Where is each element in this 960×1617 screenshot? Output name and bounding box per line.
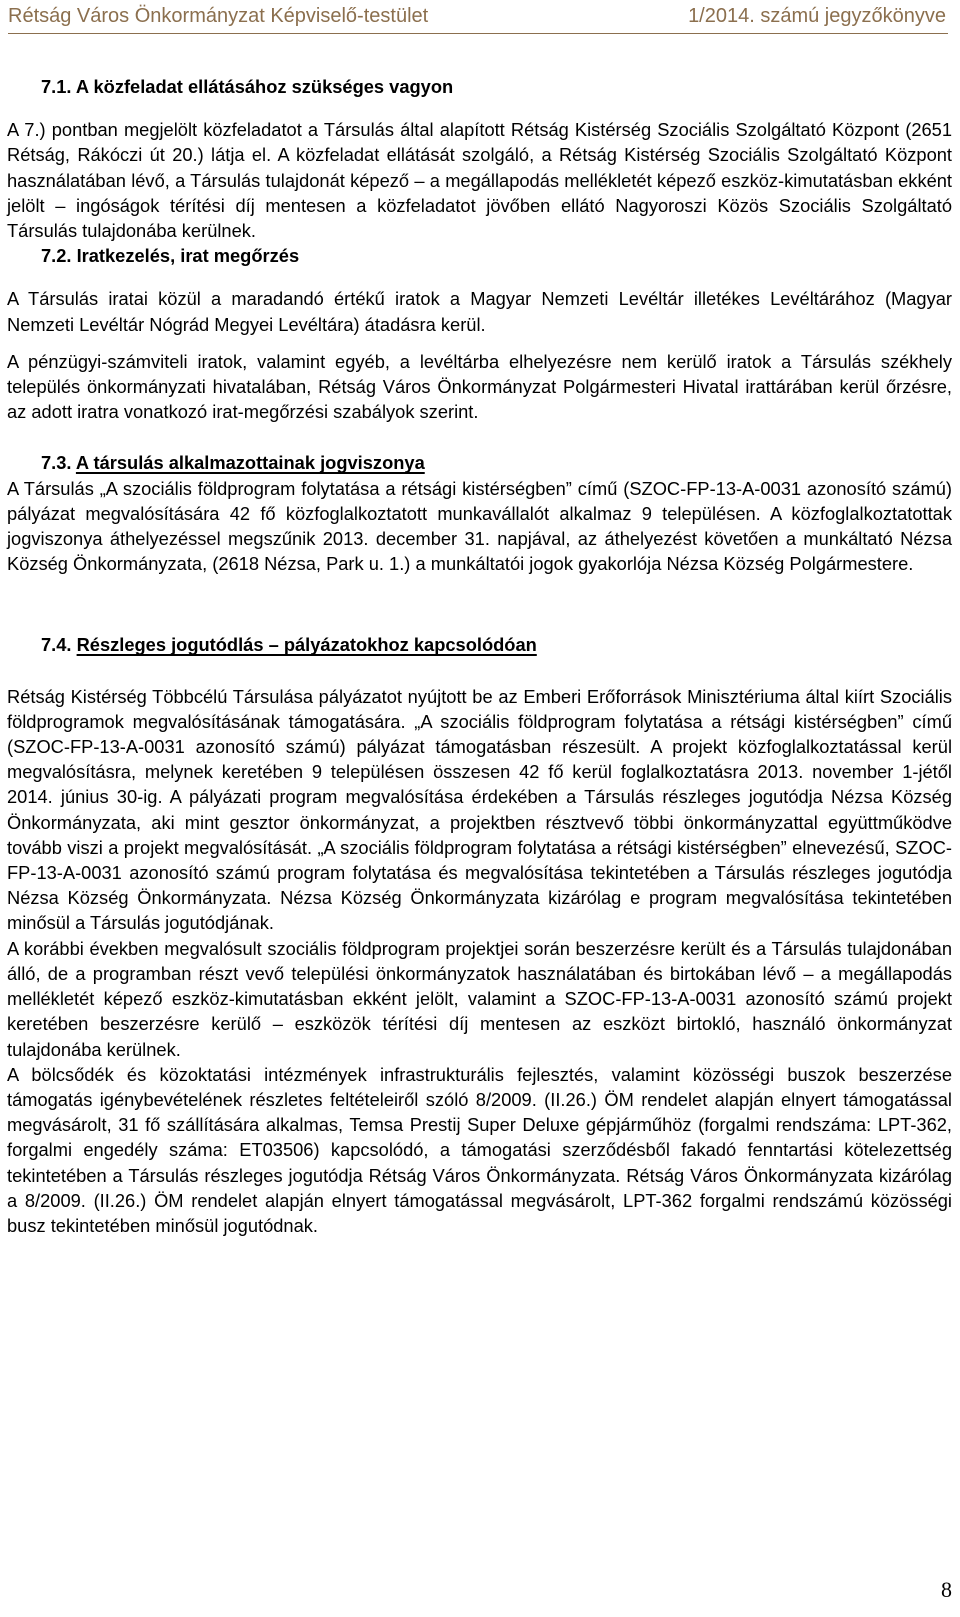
section-7-2-paragraph-2: A pénzügyi-számviteli iratok, valamint egyéb, a levéltárba elhelyezésre nem kerülő iratok a Társulás székhely település önkormányzati hivatalában, Rétság Város Önkormányzat Polgármesteri Hivatal irattárában kerül őrzésre, az adott iratra vonatkozó irat-megőrzési szabályok szerint. — [7, 350, 952, 423]
section-7-4-paragraph-3: A bölcsődék és közoktatási intézmények infrastrukturális fejlesztés, valamint közösségi buszok beszerzése támogatás igénybevételének részletes feltételeiről szóló 8/2009. (II.26.) ÖM rendelet alapján elnyert támogatással megvásárolt, 31 fő szállítására alkalmas, Temsa Prestij Super Deluxe gépjárműhöz (forgalmi rendszáma: LPT-362, forgalmi engedély száma: ET03506) kapcsolódó, a támogatási szerződésből fakadó fenntartási kötelezettség tekintetében a Társulás részleges jogutódja Rétság Város Önkormányzata. Rétság Város Önkormányzata kizárólag a 8/2009. (II.26.) ÖM rendelet alapján elnyert támogatással megvásárolt, LPT-362 forgalmi rendszámú közösségi busz tekintetében minősül jogutódnak. — [7, 1063, 952, 1236]
section-7-4-number: 7.4. — [41, 634, 72, 656]
spacer — [7, 99, 952, 117]
spacer — [7, 337, 952, 349]
spacer — [7, 576, 952, 632]
spacer — [7, 424, 952, 450]
section-7-2-paragraph-1: A Társulás iratai közül a maradandó értékű iratok a Magyar Nemzeti Levéltár illetékes Levéltárához (Magyar Nemzeti Levéltár Nógrád Megyei Levéltára) átadásra kerül. — [7, 288, 952, 335]
section-7-3-paragraph: A Társulás „A szociális földprogram folytatása a rétsági kistérségben” című (SZOC-FP-13-A-0031 azonosító számú) pályázat megvalósítására 42 fő közfoglalkoztatott munkavállalót alkalmaz 9 településen. A közfoglalkoztatottak jogviszonya áthelyezéssel megszűnik 2013. december 31. napjával, az áthelyezést követően a munkáltató Nézsa Község Önkormányzata, (2618 Nézsa, Park u. 1.) a munkáltatói jogok gyakorlója Nézsa Község Polgármestere. — [7, 477, 952, 575]
header-title: Rétság Város Önkormányzat Képviselő-testület — [8, 5, 429, 27]
section-7-4-heading — [7, 632, 952, 657]
section-7-4-paragraph-1: Rétság Kistérség Többcélú Társulása pályázatot nyújtott be az Emberi Erőforrások Minisztériuma által kiírt Szociális földprogramok megvalósításának támogatására. „A szociális földprogram folytatása a rétsági kistérségben” című (SZOC-FP-13-A-0031 azonosító számú) pályázat támogatásban részesült. A projekt közfoglalkoztatással kerül megvalósításra, melynek keretében 9 településen összesen 42 fő kerül foglalkoztatásra 2013. november 1-jétől 2014. június 30-ig. A pályázati program megvalósítása érdekében a Társulás részleges jogutódja Nézsa Község Önkormányzata, aki mint gesztor önkormányzat, a projektben résztvevő többi önkormányzattal együttműködve tovább viszi a projekt megvalósítását. „A szociális földprogram folytatása a rétsági kistérségben” elnevezésű, SZOC-FP-13-A-0031 azonosító számú program folytatása és megvalósítása tekintetében a Társulás részleges jogutódja Nézsa Község Önkormányzata. Nézsa Község Önkormányzata kizárólag e program megvalósítása tekintetében minősül a Társulás jogutódjának. — [7, 685, 952, 934]
section-7-1-heading: 7.1. A közfeladat ellátásához szükséges vagyon — [41, 76, 454, 97]
header-minutes-number: 1/2014. számú jegyzőkönyve — [688, 5, 946, 27]
header-divider — [8, 33, 948, 34]
section-7-3-title: A társulás alkalmazottainak jogviszonya — [75, 452, 425, 474]
document-body — [7, 74, 952, 1238]
page-number: 8 — [941, 1577, 952, 1602]
spacer — [7, 268, 952, 286]
section-7-1-paragraph: A 7.) pontban megjelölt közfeladatot a Társulás által alapított Rétság Kistérség Szociális Szolgáltató Központ (2651 Rétság, Rákóczi út 20.) látja el. A közfeladat ellátását szolgáló, a Rétság Kistérség Szociális Szolgáltató Központ használatában lévő, a Társulás tulajdonát képező – a megállapodás mellékletét képező eszköz-kimutatásban ekként jelölt – ingóságok térítési díj mentesen a közfeladatot jövőben ellátó Nagyoroszi Közös Szociális Szolgáltató Társulás tulajdonába kerülnek. — [7, 119, 952, 242]
section-7-4-title: Részleges jogutódlás – pályázatokhoz kapcsolódóan — [76, 634, 537, 656]
spacer — [7, 658, 952, 684]
section-7-2-heading: 7.2. Iratkezelés, irat megőrzés — [41, 245, 300, 267]
section-7-3-number: 7.3. — [41, 452, 72, 474]
section-7-4-paragraph-2: A korábbi években megvalósult szociális földprogram projektjei során beszerzésre került és a Társulás tulajdonában álló, de a programban részt vevő települési önkormányzatok használatában és birtokában lévő – a megállapodás mellékletét képező eszköz-kimutatásban ekként jelölt, valamint a SZOC-FP-13-A-0031 azonosító számú projekt keretében beszerzésre kerülő – eszközök térítési díj mentesen az eszközt birtokló, használó önkormányzat tulajdonába kerülnek. — [7, 937, 952, 1060]
section-7-3-heading — [7, 450, 952, 475]
page-header — [0, 0, 960, 34]
